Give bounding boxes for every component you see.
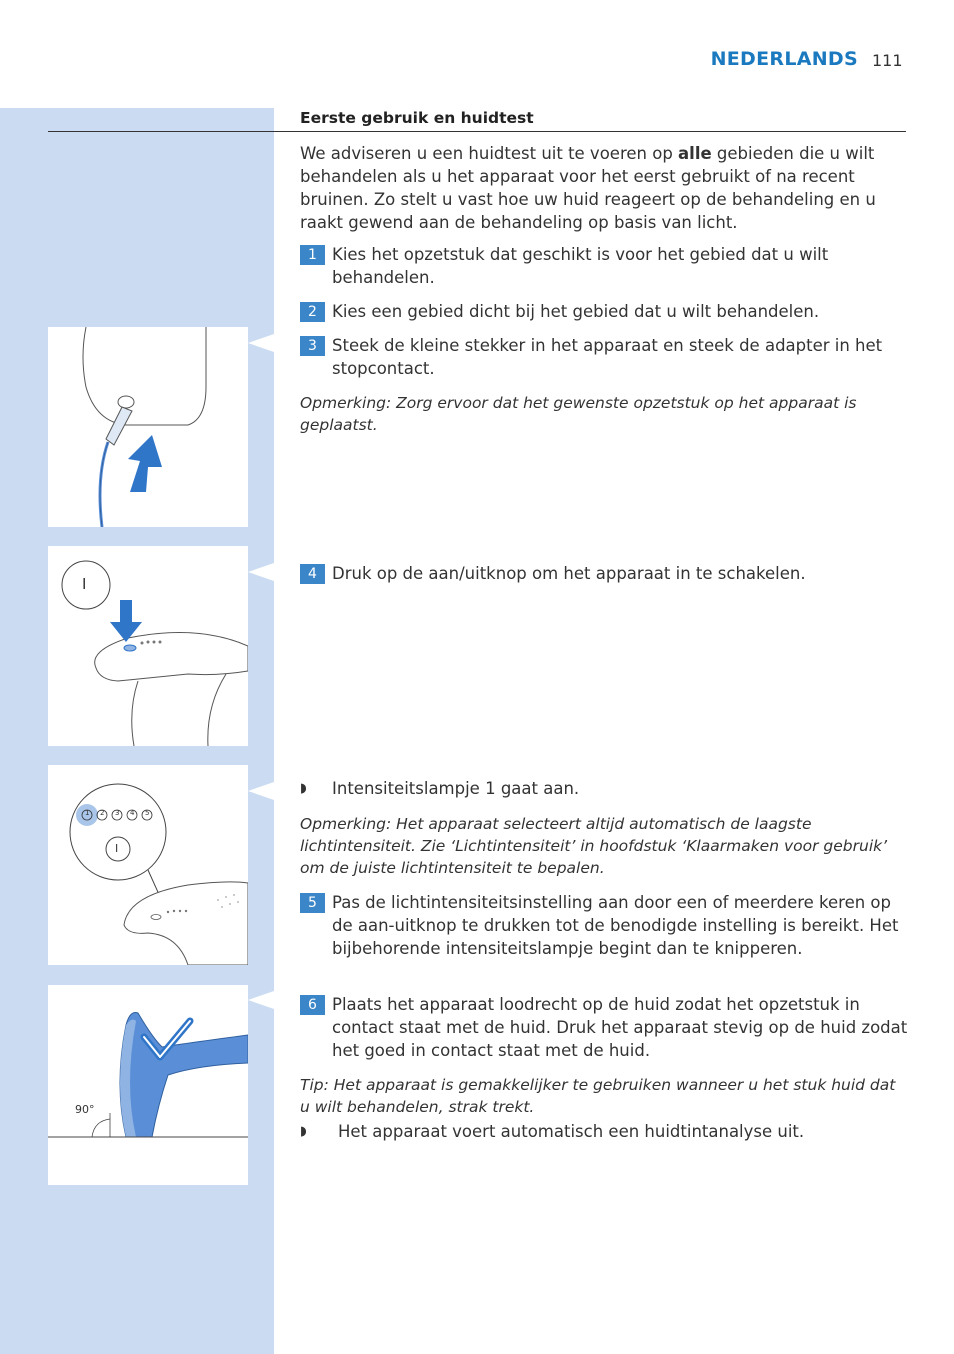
note-attachment: Opmerking: Zorg ervoor dat het gewenste opzetstuk op het apparaat is geplaatst. <box>300 394 857 434</box>
illustration-power-on <box>48 546 248 746</box>
intensity-level-2: 2 <box>100 809 105 817</box>
intensity-level-4: 4 <box>130 809 135 817</box>
intensity-indicator-icon <box>48 765 248 965</box>
bullet-marker-icon: ◗ <box>300 781 307 796</box>
result-bullet-1 <box>300 777 910 800</box>
bullet-marker-icon: ◗ <box>300 1124 307 1139</box>
intensity-level-1: 1 <box>85 809 90 817</box>
intensity-level-3: 3 <box>115 809 120 817</box>
step-5 <box>300 891 910 960</box>
step-number-badge: 6 <box>300 995 325 1015</box>
intro-paragraph <box>300 142 910 234</box>
step-number-badge: 3 <box>300 336 325 356</box>
step-text: Plaats het apparaat loodrecht op de huid zodat het opzetstuk in contact staat met de huid. Druk het apparaat stevig op de huid zodat het goed in contact staat met de huid. <box>332 995 908 1060</box>
plug-insert-icon <box>48 327 248 527</box>
illustration-pointer <box>248 334 274 352</box>
result-bullet-2 <box>300 1120 910 1143</box>
step-6 <box>300 993 910 1062</box>
step-number-badge: 2 <box>300 302 325 322</box>
power-symbol-label: I <box>82 575 87 593</box>
step-3 <box>300 334 910 380</box>
tip-text: Tip: Het apparaat is gemakkelijker te gebruiken wanneer u het stuk huid dat u wilt behandelen, strak trekt. <box>300 1076 896 1116</box>
step-text: Pas de lichtintensiteitsinstelling aan door een of meerdere keren op de aan-uitknop te drukken tot de benodigde instelling is bereikt. Het bijbehorende intensiteitslampje begint dan te knipperen. <box>332 893 899 958</box>
bullet-text: Intensiteitslampje 1 gaat aan. <box>332 779 580 798</box>
header-rule <box>48 131 906 132</box>
language-header: NEDERLANDS <box>710 48 858 70</box>
illustration-perpendicular <box>48 985 248 1185</box>
intensity-level-5: 5 <box>145 809 150 817</box>
note-intensity: Opmerking: Het apparaat selecteert altijd automatisch de laagste lichtintensiteit. Zie ‘Lichtintensiteit’ in hoofdstuk ‘Klaarmaken voor gebruik’ om de juiste lichtintensiteit te bepalen. <box>300 815 888 877</box>
illustration-plug-insert <box>48 327 248 527</box>
power-symbol-label: I <box>115 842 119 855</box>
step-number-badge: 1 <box>300 245 325 265</box>
step-4 <box>300 562 910 585</box>
intro-text-end: gebieden die u wilt behandelen als u het apparaat voor het eerst gebruikt of na recent bruinen. Zo stelt u vast hoe uw huid reageert op de behandeling en u raakt gewend aan de behandeling op basis van licht. <box>300 144 876 232</box>
intro-text-start: We adviseren u een huidtest uit te voeren op <box>300 144 679 163</box>
step-2 <box>300 300 910 323</box>
device-power-icon <box>48 546 248 746</box>
angle-label: 90° <box>75 1103 95 1116</box>
step-number-badge: 4 <box>300 564 325 584</box>
step-text: Kies een gebied dicht bij het gebied dat u wilt behandelen. <box>332 302 820 321</box>
illustration-pointer <box>248 563 274 581</box>
illustration-pointer <box>248 991 274 1009</box>
step-1 <box>300 243 910 289</box>
step-text: Steek de kleine stekker in het apparaat en steek de adapter in het stopcontact. <box>332 336 883 378</box>
section-title: Eerste gebruik en huidtest <box>300 109 534 127</box>
step-text: Druk op de aan/uitknop om het apparaat in te schakelen. <box>332 564 806 583</box>
step-text: Kies het opzetstuk dat geschikt is voor het gebied dat u wilt behandelen. <box>332 245 829 287</box>
perpendicular-placement-icon <box>48 985 248 1185</box>
intro-bold-word: alle <box>678 144 712 163</box>
bullet-text: Het apparaat voert automatisch een huidtintanalyse uit. <box>338 1122 805 1141</box>
page-number: 111 <box>872 51 903 70</box>
step-number-badge: 5 <box>300 893 325 913</box>
illustration-intensity-lights <box>48 765 248 965</box>
illustration-pointer <box>248 782 274 800</box>
